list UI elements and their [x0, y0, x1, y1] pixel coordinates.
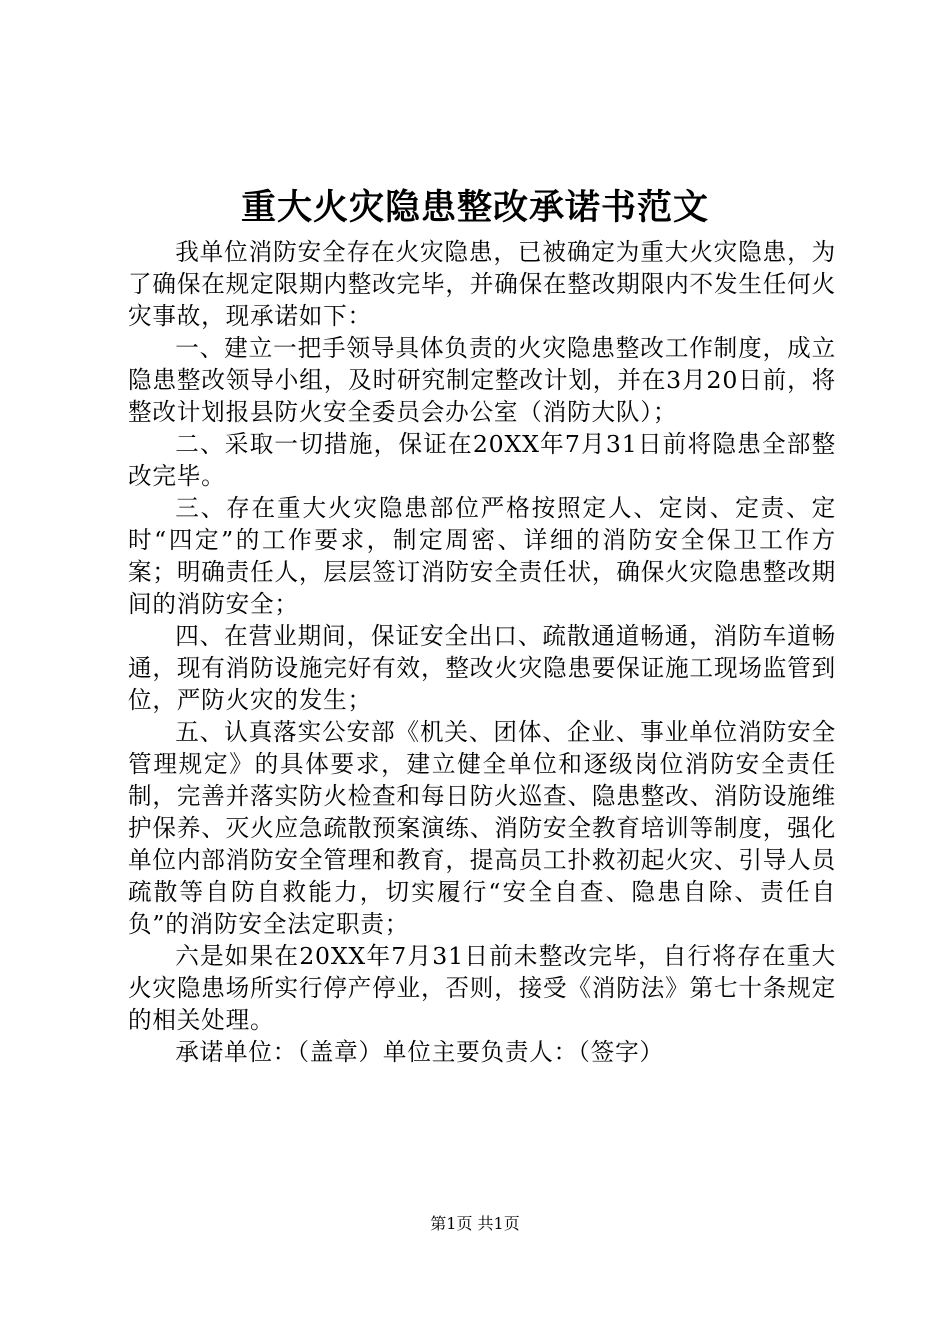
document-body [128, 236, 836, 1068]
clause-1-paragraph: 一、建立一把手领导具体负责的火灾隐患整改工作制度，成立隐患整改领导小组，及时研究制定整改计划，并在3月20日前，将整改计划报县防火安全委员会办公室（消防大队）； [128, 334, 836, 426]
clause-6-paragraph: 六是如果在20XX年7月31日前未整改完毕，自行将存在重大火灾隐患场所实行停产停业，否则，接受《消防法》第七十条规定的相关处理。 [128, 942, 836, 1034]
document-title: 重大火灾隐患整改承诺书范文 [240, 187, 709, 228]
clause-3-paragraph: 三、存在重大火灾隐患部位严格按照定人、定岗、定责、定时“四定”的工作要求，制定周密、详细的消防安全保卫工作方案；明确责任人，层层签订消防安全责任状，确保火灾隐患整改期间的消防安全； [128, 494, 836, 618]
page-footer [0, 1214, 950, 1234]
clause-4-paragraph: 四、在营业期间，保证安全出口、疏散通道畅通，消防车道畅通，现有消防设施完好有效，整改火灾隐患要保证施工现场监管到位，严防火灾的发生； [128, 622, 836, 714]
clause-2-paragraph: 二、采取一切措施，保证在20XX年7月31日前将隐患全部整改完毕。 [128, 430, 836, 490]
clause-5-paragraph: 五、认真落实公安部《机关、团体、企业、事业单位消防安全管理规定》的具体要求，建立健全单位和逐级岗位消防安全责任制，完善并落实防火检查和每日防火巡查、隐患整改、消防设施维护保养、灭火应急疏散预案演练、消防安全教育培训等制度，强化单位内部消防安全管理和教育，提高员工扑救初起火灾、引导人员疏散等自防自救能力，切实履行“安全自查、隐患自除、责任自负”的消防安全法定职责； [128, 718, 836, 938]
intro-paragraph: 我单位消防安全存在火灾隐患，已被确定为重大火灾隐患，为了确保在规定限期内整改完毕，并确保在整改期限内不发生任何火灾事故，现承诺如下： [128, 238, 836, 330]
page-number-indicator: 第1页 共1页 [430, 1214, 520, 1233]
signature-line: 承诺单位：（盖章）单位主要负责人：（签字） [175, 1038, 664, 1066]
